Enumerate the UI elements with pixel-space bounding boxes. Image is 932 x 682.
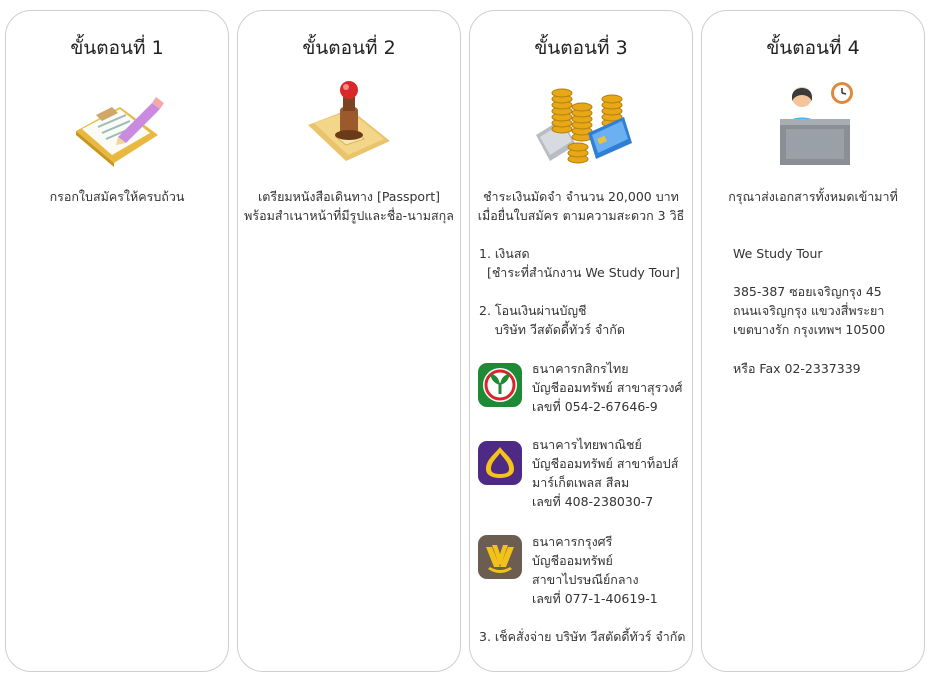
method-2-title: 2. โอนเงินผ่านบัญชี	[479, 303, 587, 318]
bank-1-account-number: เลขที่ 054-2-67646-9	[532, 399, 658, 414]
step-3-intro-line-1: ชำระเงินมัดจำ จำนวน 20,000 บาท	[483, 189, 679, 204]
step-2-text-line-2: พร้อมสำเนาหน้าที่มีรูปและชื่อ-นามสกุล	[244, 208, 454, 223]
coins-credit-card-icon	[532, 79, 632, 171]
step-3-intro-line-2: เมื่อยื่นใบสมัคร ตามความสะดวก 3 วิธี	[477, 208, 685, 223]
step-3-card	[469, 10, 693, 672]
bank-2-name: ธนาคารไทยพาณิชย์	[532, 437, 642, 452]
step-3-title: ขั้นตอนที่ 3	[534, 37, 628, 59]
step-1-card	[5, 10, 229, 672]
company-name: We Study Tour	[733, 246, 823, 261]
stamp-document-icon	[300, 79, 400, 171]
krungsri-bank-logo-icon	[478, 535, 522, 579]
step-4-text: กรุณาส่งเอกสารทั้งหมดเข้ามาที่	[728, 189, 898, 204]
bank-3-branch: สาขาไปรษณีย์กลาง	[532, 572, 639, 587]
step-2-text-line-1: เตรียมหนังสือเดินทาง [Passport]	[257, 189, 440, 204]
address-line-2: ถนนเจริญกรุง แขวงสี่พระยา	[733, 303, 885, 318]
bank-3-name: ธนาคารกรุงศรี	[532, 534, 613, 549]
bank-2-account-type: บัญชีออมทรัพย์ สาขาท็อปส์	[532, 456, 679, 471]
step-2-card	[237, 10, 461, 672]
method-2-detail: บริษัท วีสตัดดี้ทัวร์ จำกัด	[479, 322, 625, 337]
bank-1-account-type: บัญชีออมทรัพย์ สาขาสุรวงศ์	[532, 380, 683, 395]
step-1-text: กรอกใบสมัครให้ครบถ้วน	[49, 189, 185, 204]
step-1-title: ขั้นตอนที่ 1	[70, 37, 164, 59]
office-worker-computer-icon	[764, 79, 864, 171]
step-2-title: ขั้นตอนที่ 2	[302, 37, 396, 59]
address-line-1: 385-387 ซอยเจริญกรุง 45	[733, 284, 882, 299]
step-4-card	[701, 10, 925, 672]
method-3-text: 3. เช็คสั่งจ่าย บริษัท วีสตัดดี้ทัวร์ จำกัด	[479, 629, 686, 644]
fax-number: หรือ Fax 02-2337339	[733, 361, 861, 376]
bank-3-account-type: บัญชีออมทรัพย์	[532, 553, 613, 568]
method-1-title: 1. เงินสด	[479, 246, 530, 261]
address-line-3: เขตบางรัก กรุงเทพฯ 10500	[733, 322, 886, 337]
method-1-detail: [ชำระที่สำนักงาน We Study Tour]	[479, 265, 680, 280]
kasikorn-bank-logo-icon	[478, 363, 522, 407]
clipboard-pencil-icon	[68, 79, 168, 171]
bank-1-name: ธนาคารกสิกรไทย	[532, 361, 629, 376]
step-4-title: ขั้นตอนที่ 4	[766, 37, 860, 59]
bank-2-account-number: เลขที่ 408-238030-7	[532, 494, 654, 509]
scb-bank-logo-icon	[478, 441, 522, 485]
bank-2-branch: มาร์เก็ตเพลส สีลม	[532, 475, 630, 490]
bank-3-account-number: เลขที่ 077-1-40619-1	[532, 591, 658, 606]
